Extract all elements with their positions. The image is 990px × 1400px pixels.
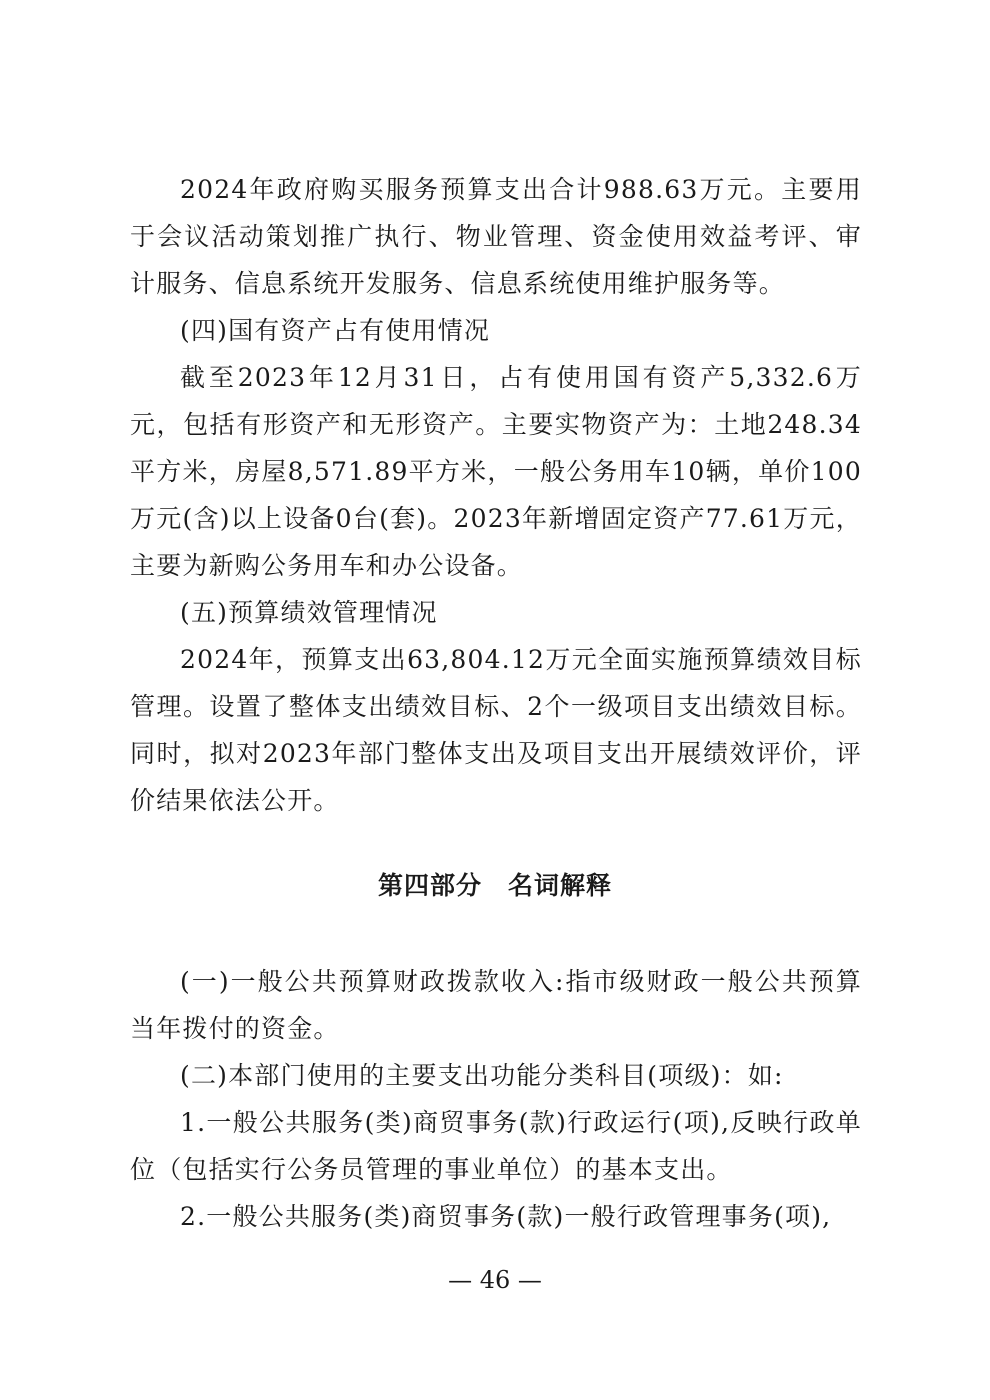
paragraph-term-general-budget-revenue: (一)一般公共预算财政拨款收入:指市级财政一般公共预算当年拨付的资金。 <box>130 967 862 1043</box>
heading-performance-management: (五)预算绩效管理情况 <box>180 598 438 627</box>
section-title: 第四部分 名词解释 <box>377 871 612 900</box>
paragraph-item-general-administration: 2.一般公共服务(类)商贸事务(款)一般行政管理事务(项), <box>180 1202 832 1231</box>
body-text-lower <box>130 958 862 1240</box>
body-text-upper <box>130 166 862 824</box>
heading-state-assets: (四)国有资产占有使用情况 <box>180 316 491 345</box>
paragraph-government-purchase-services: 2024年政府购买服务预算支出合计988.63万元。主要用于会议活动策划推广执行、物业管理、资金使用效益考评、审计服务、信息系统开发服务、信息系统使用维护服务等。 <box>130 175 862 298</box>
paragraph-performance-management: 2024年，预算支出63,804.12万元全面实施预算绩效目标管理。设置了整体支出绩效目标、2个一级项目支出绩效目标。同时，拟对2023年部门整体支出及项目支出开展绩效评价，评价结果依法公开。 <box>130 645 862 815</box>
paragraph-item-administrative-operation: 1.一般公共服务(类)商贸事务(款)行政运行(项),反映行政单位（包括实行公务员管理的事业单位）的基本支出。 <box>130 1108 862 1184</box>
heading-expenditure-classification: (二)本部门使用的主要支出功能分类科目(项级)：如: <box>180 1061 784 1090</box>
paragraph-state-assets: 截至2023年12月31日，占有使用国有资产5,332.6万元，包括有形资产和无形资产。主要实物资产为：土地248.34平方米，房屋8,571.89平方米，一般公务用车10辆，单价100万元(含)以上设备0台(套)。2023年新增固定资产77.61万元，主要为新购公务用车和办公设备。 <box>130 363 862 580</box>
page-number: — 46 — <box>448 1266 542 1294</box>
